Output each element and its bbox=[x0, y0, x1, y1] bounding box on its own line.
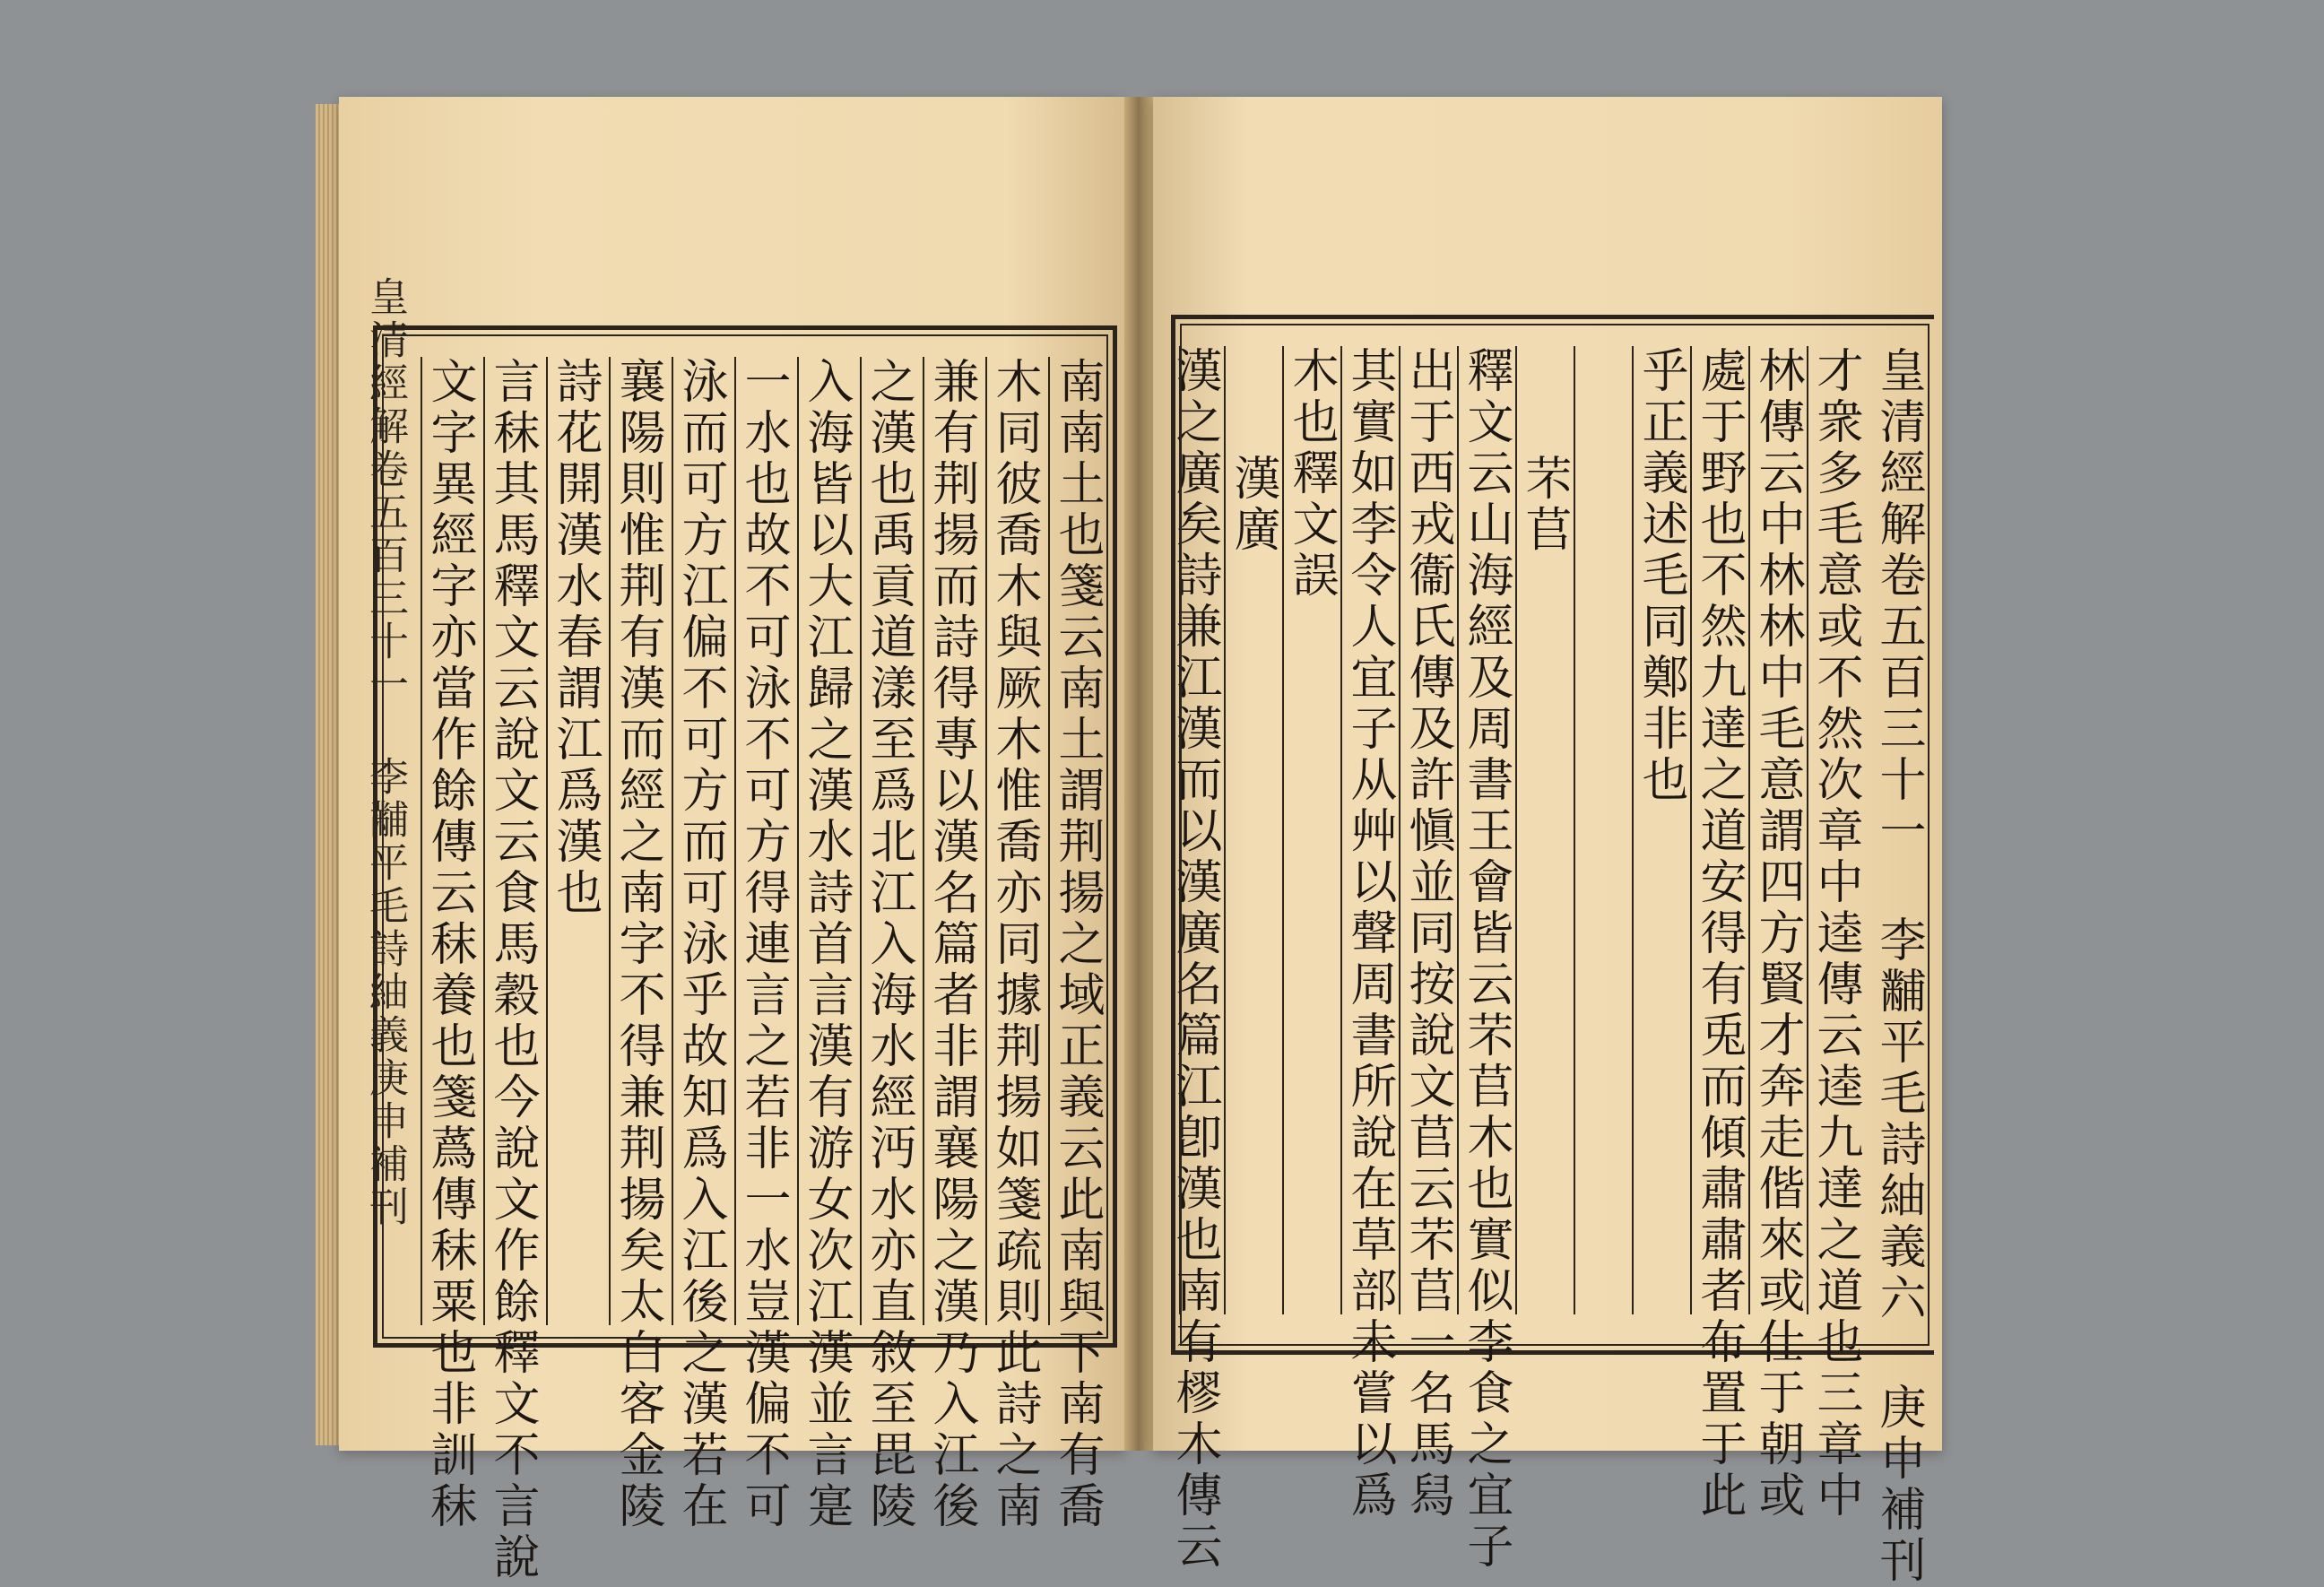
text-column: 木同彼喬木與厥木惟喬亦同據荆揚如箋疏則此詩之南 bbox=[987, 357, 1041, 1532]
section-heading-column: 芣苢 bbox=[1515, 346, 1571, 1314]
text-column: 木也釋文誤 bbox=[1282, 346, 1338, 1314]
left-text-block bbox=[362, 276, 1117, 1583]
left-page bbox=[339, 97, 1124, 1583]
text-column: 處于野也不然九達之道安得有兎而傾肅肅者布置于此 bbox=[1692, 346, 1746, 1522]
text-column: 一水也故不可泳不可方得連言之若非一水豈漢偏不可 bbox=[736, 357, 790, 1532]
right-page bbox=[1153, 97, 1942, 1587]
left-margin-title: 皇清經解卷五百三十一 李黼平毛詩紬義庚申補刊 bbox=[362, 276, 408, 1229]
text-column: 入海皆以大江歸之漢水詩首言漢有游女次江漢並言寔 bbox=[799, 357, 853, 1532]
text-column: 兼有荆揚而詩得專以漢名篇者非謂襄陽之漢乃入江後 bbox=[924, 357, 978, 1532]
text-column: 出于西戎衞氏傳及許愼並同按說文苢云芣苢一名馬舄 bbox=[1400, 346, 1454, 1522]
text-column: 乎正義述毛同鄭非也 bbox=[1632, 346, 1687, 1314]
text-column: 其實如李令人宜子从艸以聲周書所說在草部未嘗以爲 bbox=[1342, 346, 1396, 1522]
page-edges bbox=[316, 104, 339, 1445]
open-book bbox=[323, 97, 1958, 1587]
book-gutter bbox=[1124, 97, 1153, 1451]
text-column: 林傳云中林林中毛意謂四方賢才奔走偕來或仕于朝或 bbox=[1750, 346, 1804, 1522]
right-text-block bbox=[1167, 315, 1934, 1587]
text-column: 漢之廣矣詩兼江漢而以漢廣名篇江卽漢也南有樛木傳云 bbox=[1167, 346, 1221, 1573]
text-column: 釋文云山海經及周書王會皆云芣苢木也實似李食之宜子 bbox=[1459, 346, 1513, 1573]
text-column: 南南土也箋云南土謂荆揚之域正義云此南與下南有喬 bbox=[1050, 357, 1104, 1532]
text-column bbox=[1574, 346, 1629, 1314]
text-column: 才衆多毛意或不然次章中逵傳云逵九達之道也三章中 bbox=[1808, 346, 1862, 1522]
section-heading-column: 漢廣 bbox=[1224, 346, 1279, 1314]
text-column: 文字異經字亦當作餘傳云秣養也箋蔿傳秣粟也非訓秣 bbox=[422, 357, 476, 1532]
text-column: 襄陽則惟荆有漢而經之南字不得兼荆揚矣太白客金陵 bbox=[611, 357, 664, 1532]
text-column: 言秣其馬釋文云說文云食馬穀也今說文作餘釋文不言說 bbox=[485, 357, 539, 1583]
text-column: 泳而可方江偏不可方而可泳乎故知爲入江後之漢若在 bbox=[673, 357, 727, 1532]
margin-title-column: 皇清經解卷五百三十一 李黼平毛詩紬義六 庚申補刊 bbox=[1871, 346, 1925, 1587]
text-column: 詩花開漢水春謂江爲漢也 bbox=[546, 357, 602, 1325]
text-column: 之漢也禹貢道漾至爲北江入海水經沔水亦直敘至毘陵 bbox=[862, 357, 915, 1532]
